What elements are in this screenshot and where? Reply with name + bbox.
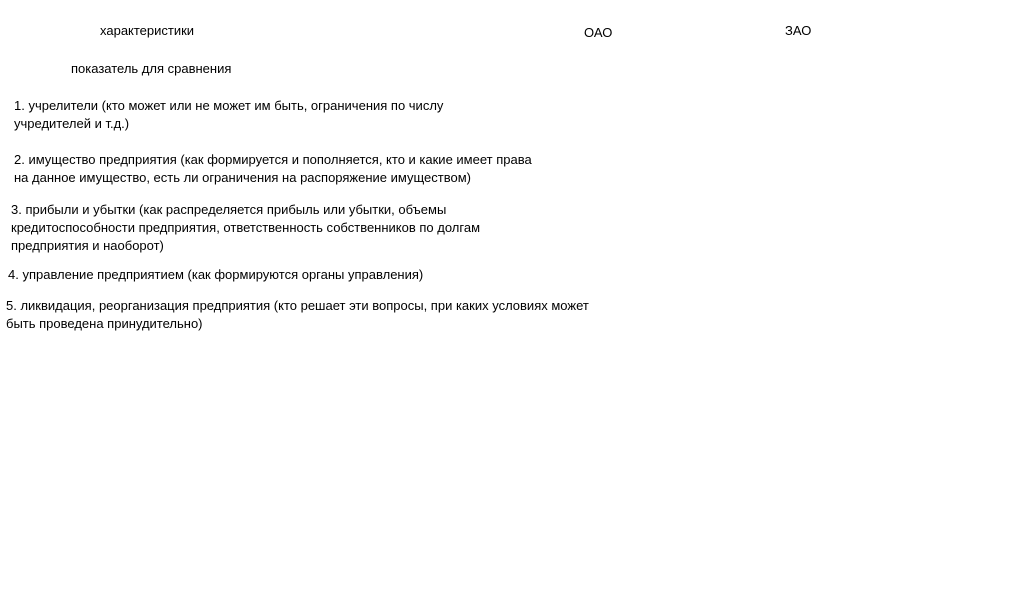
- item-liquidation-line-1: 5. ликвидация, реорганизация предприятия (кто решает эти вопросы, при каких условиях может: [6, 298, 589, 313]
- item-management: [8, 266, 423, 284]
- comparison-indicator-label: показатель для сравнения: [71, 61, 232, 76]
- item-profit-loss-line-2: кредитоспособности предприятия, ответственность собственников по долгам: [11, 220, 481, 235]
- item-profit-loss-line-3: предприятия и наоборот): [11, 238, 164, 253]
- item-property: [14, 151, 532, 187]
- item-liquidation: [6, 297, 589, 333]
- item-management-line-1: 4. управление предприятием (как формируются органы управления): [8, 267, 424, 282]
- header-oao: ОАО: [584, 25, 613, 40]
- item-founders-line-1: 1. учрелители (кто может или не может им быть, ограничения по числу: [14, 98, 444, 113]
- item-founders-line-2: учредителей и т.д.): [14, 116, 130, 131]
- item-liquidation-line-2: быть проведена принудительно): [6, 316, 203, 331]
- header-zao: ЗАО: [785, 23, 812, 38]
- item-profit-loss: [11, 201, 480, 255]
- header-characteristics: характеристики: [100, 23, 195, 38]
- item-property-line-1: 2. имущество предприятия (как формируется и пополняется, кто и какие имеет права: [14, 152, 532, 167]
- item-property-line-2: на данное имущество, есть ли ограничения на распоряжение имуществом): [14, 170, 471, 185]
- item-profit-loss-line-1: 3. прибыли и убытки (как распределяется прибыль или убытки, объемы: [11, 202, 447, 217]
- item-founders: [14, 97, 443, 133]
